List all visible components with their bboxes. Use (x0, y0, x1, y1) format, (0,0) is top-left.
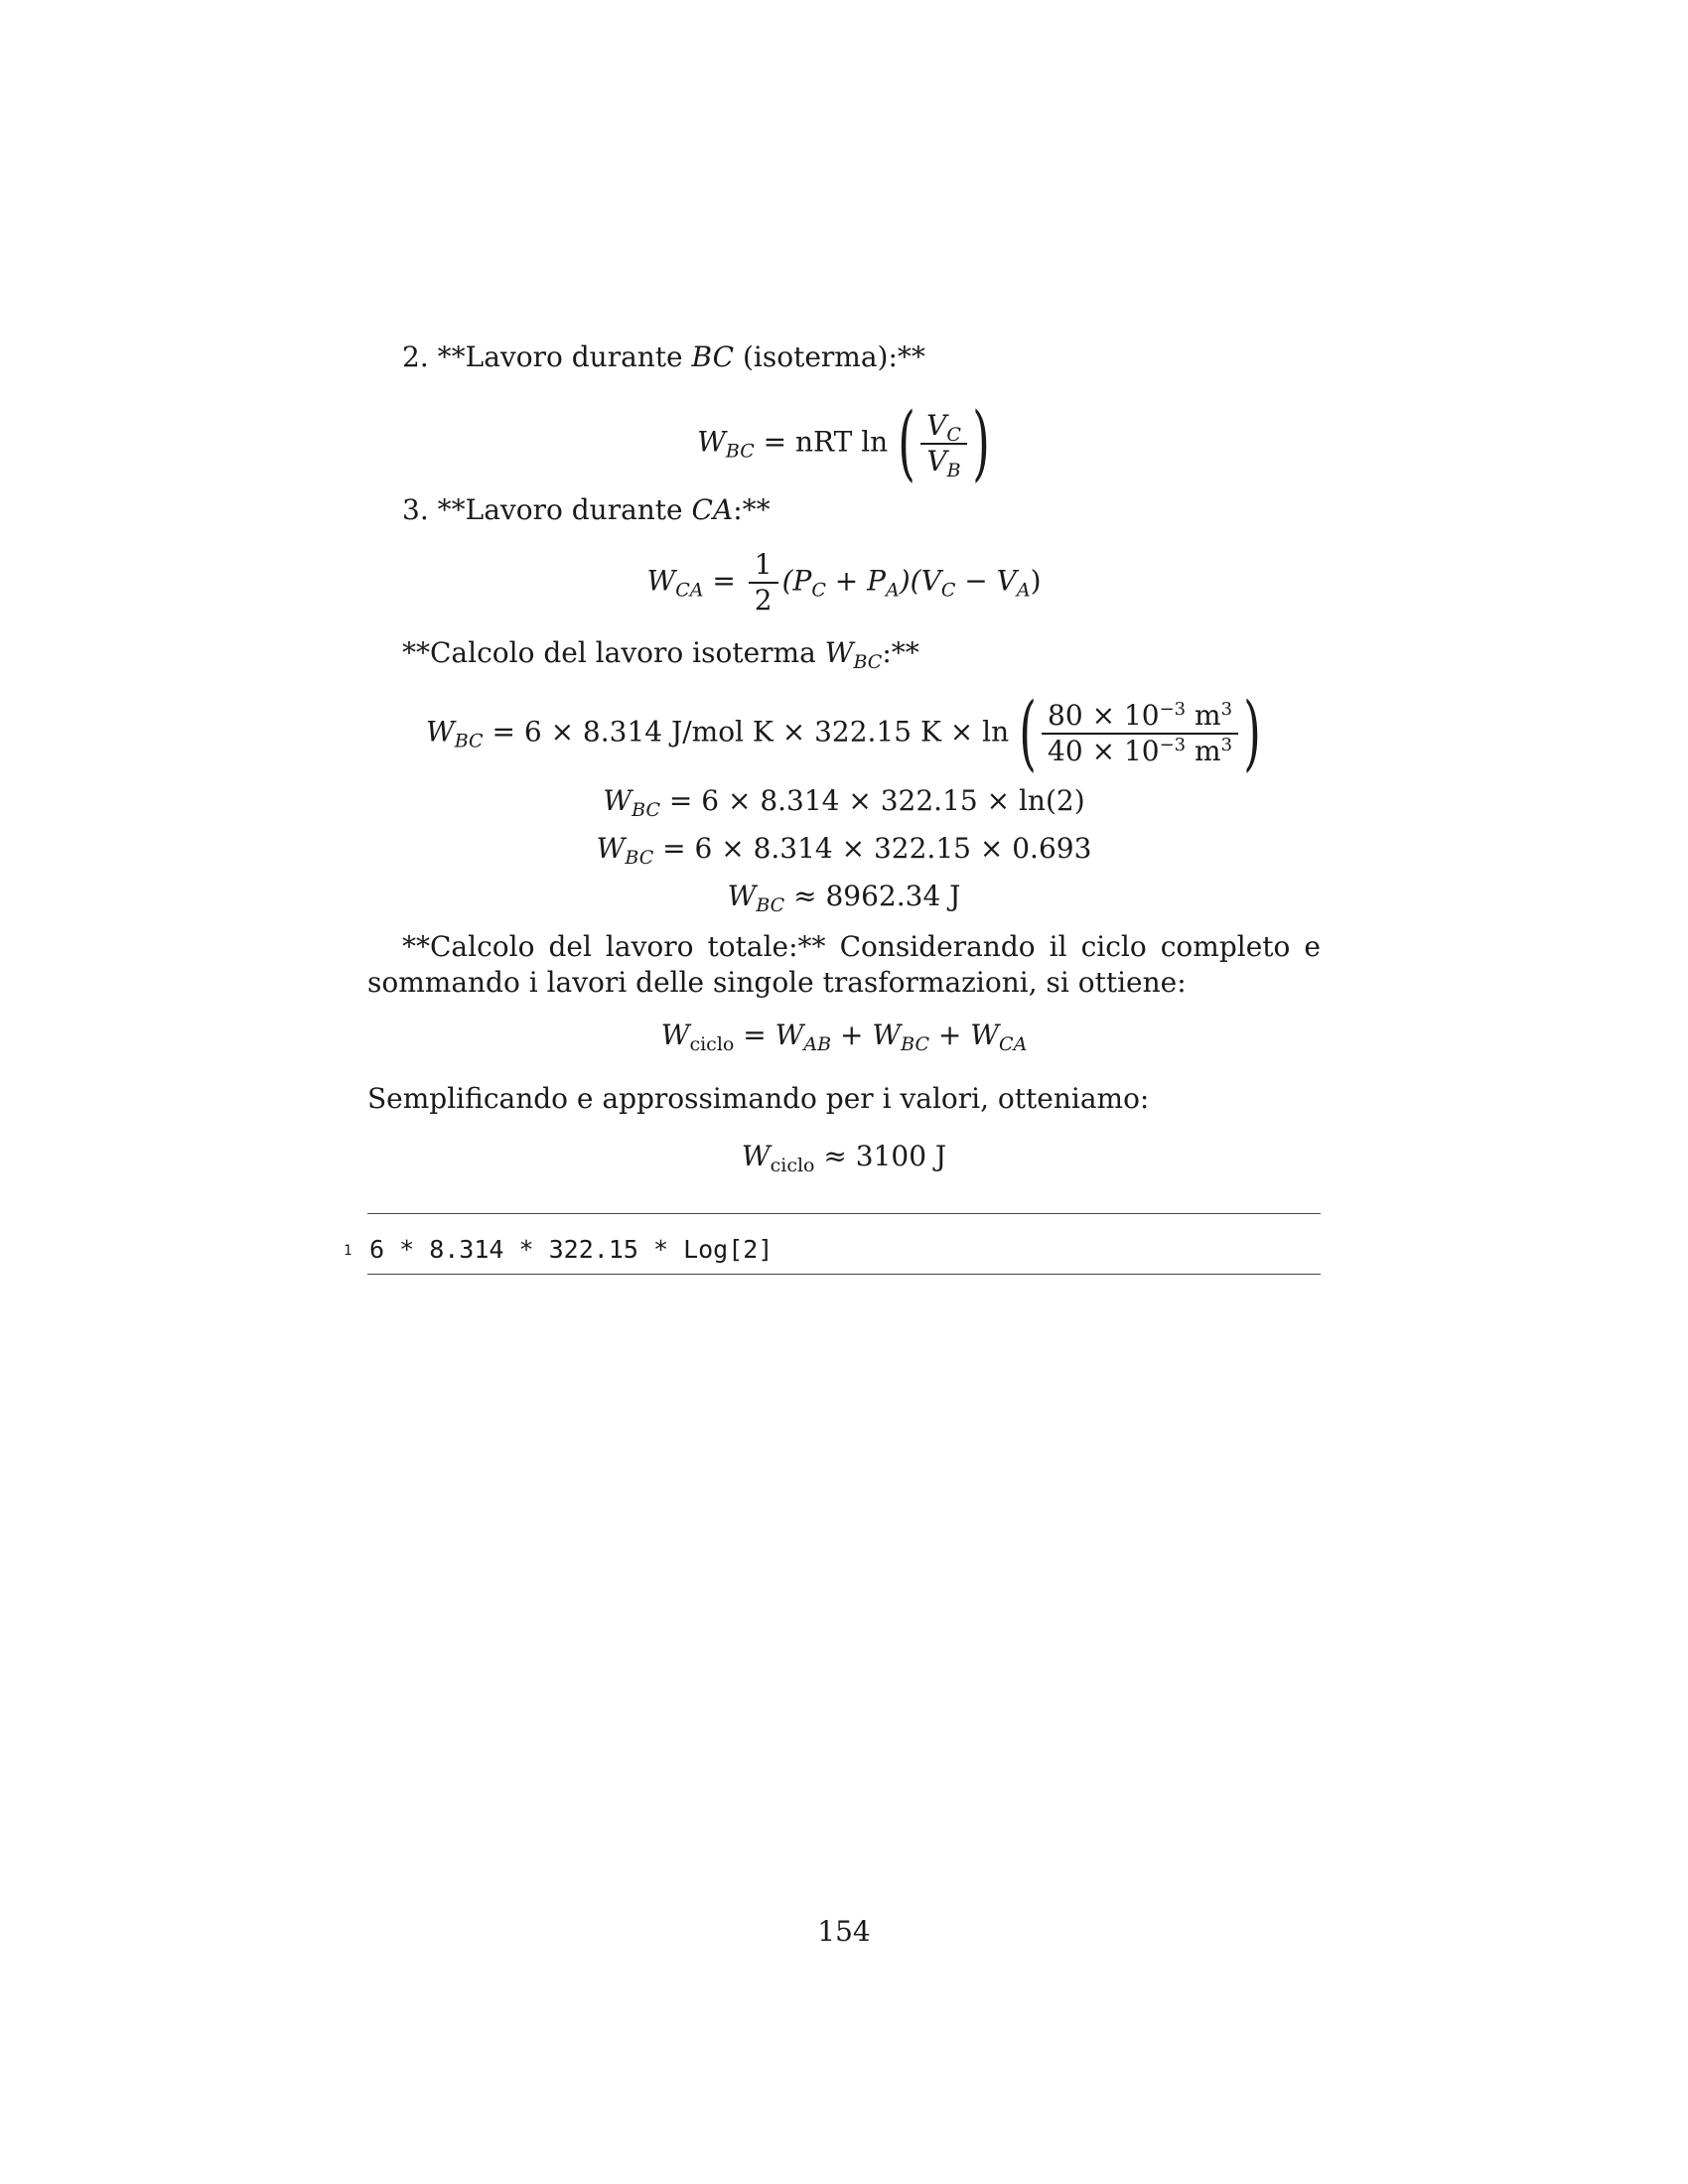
item-3-heading (402, 493, 771, 527)
item-var: BC (691, 341, 735, 373)
eq-lhs-sub: BC (454, 730, 484, 752)
eq-lhs: W (425, 715, 455, 749)
eq-mid: = nRT ln (754, 425, 898, 459)
equation-result (0, 1140, 1688, 1176)
eq-sub: C (940, 579, 956, 602)
eq-lhs: W (596, 832, 626, 865)
heading-tail: :** (882, 636, 919, 669)
eq-lhs-sub: ciclo (689, 1033, 735, 1055)
equation-wca (0, 548, 1688, 617)
frac-num-sub: C (946, 424, 961, 446)
item-tail: (isoterma):** (734, 341, 925, 373)
eq-rhs: = 6 × 8.314 × 322.15 × 0.693 (653, 832, 1092, 865)
fraction (920, 409, 967, 481)
eq-lhs: W (727, 880, 757, 912)
eq-lhs-sub: BC (756, 894, 785, 916)
item-lead: **Lavoro durante (437, 493, 692, 526)
eq-part: − V (955, 564, 1017, 598)
eq-sub: AB (803, 1033, 832, 1055)
eq-lhs-sub: BC (632, 799, 660, 821)
equation-calc-2 (0, 784, 1688, 821)
frac-num-unit: m (1186, 699, 1221, 732)
heading-var: W (824, 636, 854, 669)
eq-rhs: ≈ 3100 J (814, 1140, 947, 1172)
frac-den-exp: −3 (1159, 735, 1187, 755)
frac-den: 2 (754, 584, 773, 616)
code-bottom-rule (367, 1274, 1321, 1275)
eq-lhs-sub: BC (725, 440, 755, 463)
heading-lead: **Calcolo del lavoro isoterma (402, 636, 825, 669)
right-paren: ) (972, 396, 990, 490)
eq-part: = W (734, 1019, 804, 1051)
code-top-rule (367, 1213, 1321, 1214)
equation-calc-4 (0, 880, 1688, 916)
eq-lhs: W (646, 564, 676, 598)
eq-lhs-sub: ciclo (770, 1155, 815, 1176)
right-paren: ) (1243, 686, 1261, 780)
item-number: 2. (402, 341, 429, 373)
item-lead: **Lavoro durante (437, 341, 692, 373)
left-paren: ( (898, 396, 915, 490)
eq-part: ) (1030, 564, 1042, 598)
eq-part: + W (928, 1019, 1000, 1051)
eq-lhs: W (660, 1019, 690, 1051)
calc-total-paragraph: **Calcolo del lavoro totale:** Considerando il ciclo completo e sommando i lavori delle singole trasformazioni, si ottiene: (367, 930, 1321, 999)
frac-den: 40 × 10 (1048, 735, 1160, 767)
eq-sub: A (1016, 579, 1031, 602)
eq-sub: CA (999, 1033, 1028, 1055)
eq-lhs: W (603, 784, 633, 817)
heading-var-sub: BC (853, 651, 883, 673)
eq-sub: BC (901, 1033, 929, 1055)
frac-num: V (926, 409, 947, 442)
simplify-text: Semplificando e approssimando per i valori, otteniamo: (367, 1082, 1150, 1115)
item-var: CA (691, 493, 734, 526)
left-paren: ( (1019, 686, 1037, 780)
frac-den-unit-exp: 3 (1220, 735, 1233, 755)
eq-part: + W (831, 1019, 902, 1051)
eq-sub: C (811, 579, 826, 602)
equation-cycle (0, 1019, 1688, 1055)
item-2-heading (402, 341, 925, 374)
eq-lhs: W (697, 425, 726, 459)
eq-lhs-sub: CA (675, 579, 704, 602)
frac-num: 1 (749, 548, 778, 584)
fraction-half (749, 548, 778, 617)
frac-num-unit-exp: 3 (1220, 699, 1233, 720)
item-tail: :** (733, 493, 771, 526)
equation-calc-1 (0, 686, 1688, 780)
frac-num-exp: −3 (1159, 699, 1187, 720)
eq-part: )(V (899, 564, 941, 598)
frac-num: 80 × 10 (1048, 699, 1160, 732)
eq-rhs: = 6 × 8.314 × 322.15 × ln(2) (659, 784, 1085, 817)
item-number: 3. (402, 493, 429, 526)
frac-den: V (926, 445, 947, 478)
eq-mid: = 6 × 8.314 J/mol K × 322.15 K × ln (483, 715, 1019, 749)
eq-equals: = (703, 564, 745, 598)
eq-part: (P (781, 564, 812, 598)
eq-part: + P (825, 564, 887, 598)
page-number: 154 (817, 1915, 871, 1948)
eq-sub: A (886, 579, 900, 602)
eq-lhs: W (741, 1140, 771, 1172)
eq-lhs-sub: BC (625, 847, 654, 869)
code-line: 6 * 8.314 * 322.15 * Log[2] (369, 1235, 774, 1264)
frac-den-unit: m (1186, 735, 1221, 767)
equation-wbc-formula (0, 396, 1688, 490)
code-line-number: 1 (344, 1243, 352, 1259)
fraction-volumes (1042, 699, 1238, 768)
calc-iso-heading (402, 636, 919, 673)
equation-calc-3 (0, 832, 1688, 869)
frac-den-sub: B (946, 460, 961, 481)
eq-rhs: ≈ 8962.34 J (784, 880, 961, 912)
